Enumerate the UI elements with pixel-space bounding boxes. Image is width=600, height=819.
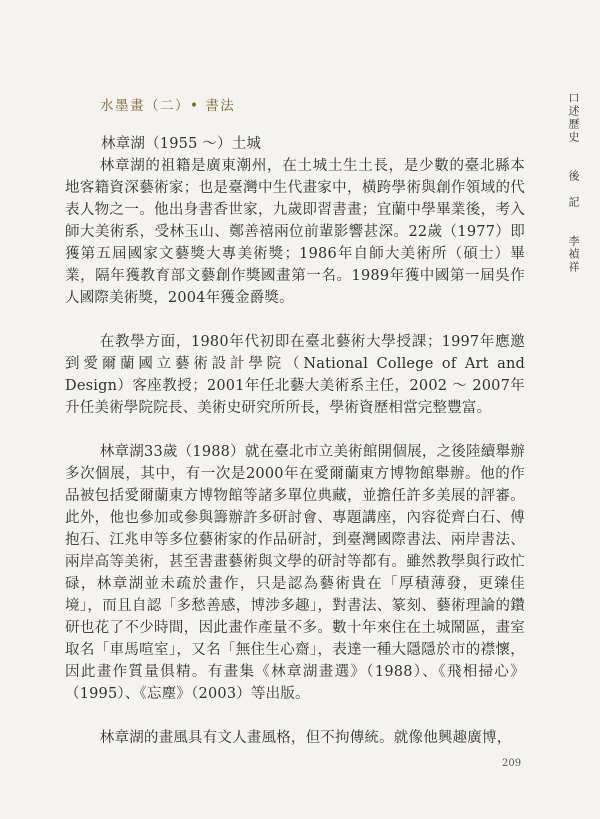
author-label: 李禎祥 [567, 235, 580, 274]
page-number: 209 [502, 758, 522, 769]
section-title: 水墨畫（二）• 書法 [100, 98, 236, 114]
paragraph-3: 林章湖33歲（1988）就在臺北市立美術館開個展，之後陸續舉辦多次個展，其中，有一次是2000年在愛爾蘭東方博物館舉辦。他的作品被包括愛爾蘭東方博物館等諸多單位典藏，並擔任許多美展的評審。此外，他也參加或參與籌辦許多研討會、專題講座，內容從齊白石、傅抱石、江兆申等多位藝術家的作品研討，到臺灣國際書法、兩岸書法、兩岸高等美術，甚至書畫藝術與文學的研討等都有。雖然教學與行政忙碌，林章湖並未疏於畫作，只是認為藝術貴在「厚積薄發，更臻佳境」，而且自認「多愁善感，博涉多趣」，對書法、篆刻、藝術理論的鑽研也花了不少時間，因此畫作產量不多。數十年來住在土城鬧區，畫室取名「車馬喧室」，又名「無住生心齋」，表達一種大隱隱於市的襟懷，因此畫作質量俱精。有畫集《林章湖畫選》（1988）、《飛相掃心》（1995）、《忘塵》（2003）等出版。 [65, 444, 525, 702]
paragraph-4: 林章湖的畫風具有文人畫風格，但不拘傳統。就像他興趣廣博， [99, 730, 512, 746]
paragraph-1: 林章湖的祖籍是廣東潮州，在土城土生土長，是少數的臺北縣本地客籍資深藝術家；也是臺灣中生代畫家中，橫跨學術與創作領域的代表人物之一。他出身書香世家，九歲即習書畫；宜蘭中學畢業後，考入師大美術系，受林玉山、鄭善禧兩位前輩影響甚深。22歲（1977）即獲第五屆國家文藝獎大專美術獎；1986年自師大美術所（碩士）畢業，隔年獲教育部文藝創作獎國畫第一名。1989年獲中國第一屆吳作人國際美術獎，2004年獲金爵獎。 [65, 158, 525, 306]
body-text [65, 133, 525, 749]
book-label: 口述歷史 [567, 92, 580, 144]
side-running-label [565, 92, 581, 300]
section-label: 後 記 [567, 170, 580, 209]
paragraph-2: 在教學方面，1980年代初即在臺北藝術大學授課；1997年應邀到愛爾蘭國立藝術設計學院（National College of Art and Design）客座教授；2001年任北藝大美術系主任，2002 ～ 2007年升任美術學院院長、美術史研究所所長，學術資歷相當完整豐富。 [65, 334, 525, 416]
subtitle: 林章湖（1955 ～）土城 [101, 136, 262, 152]
